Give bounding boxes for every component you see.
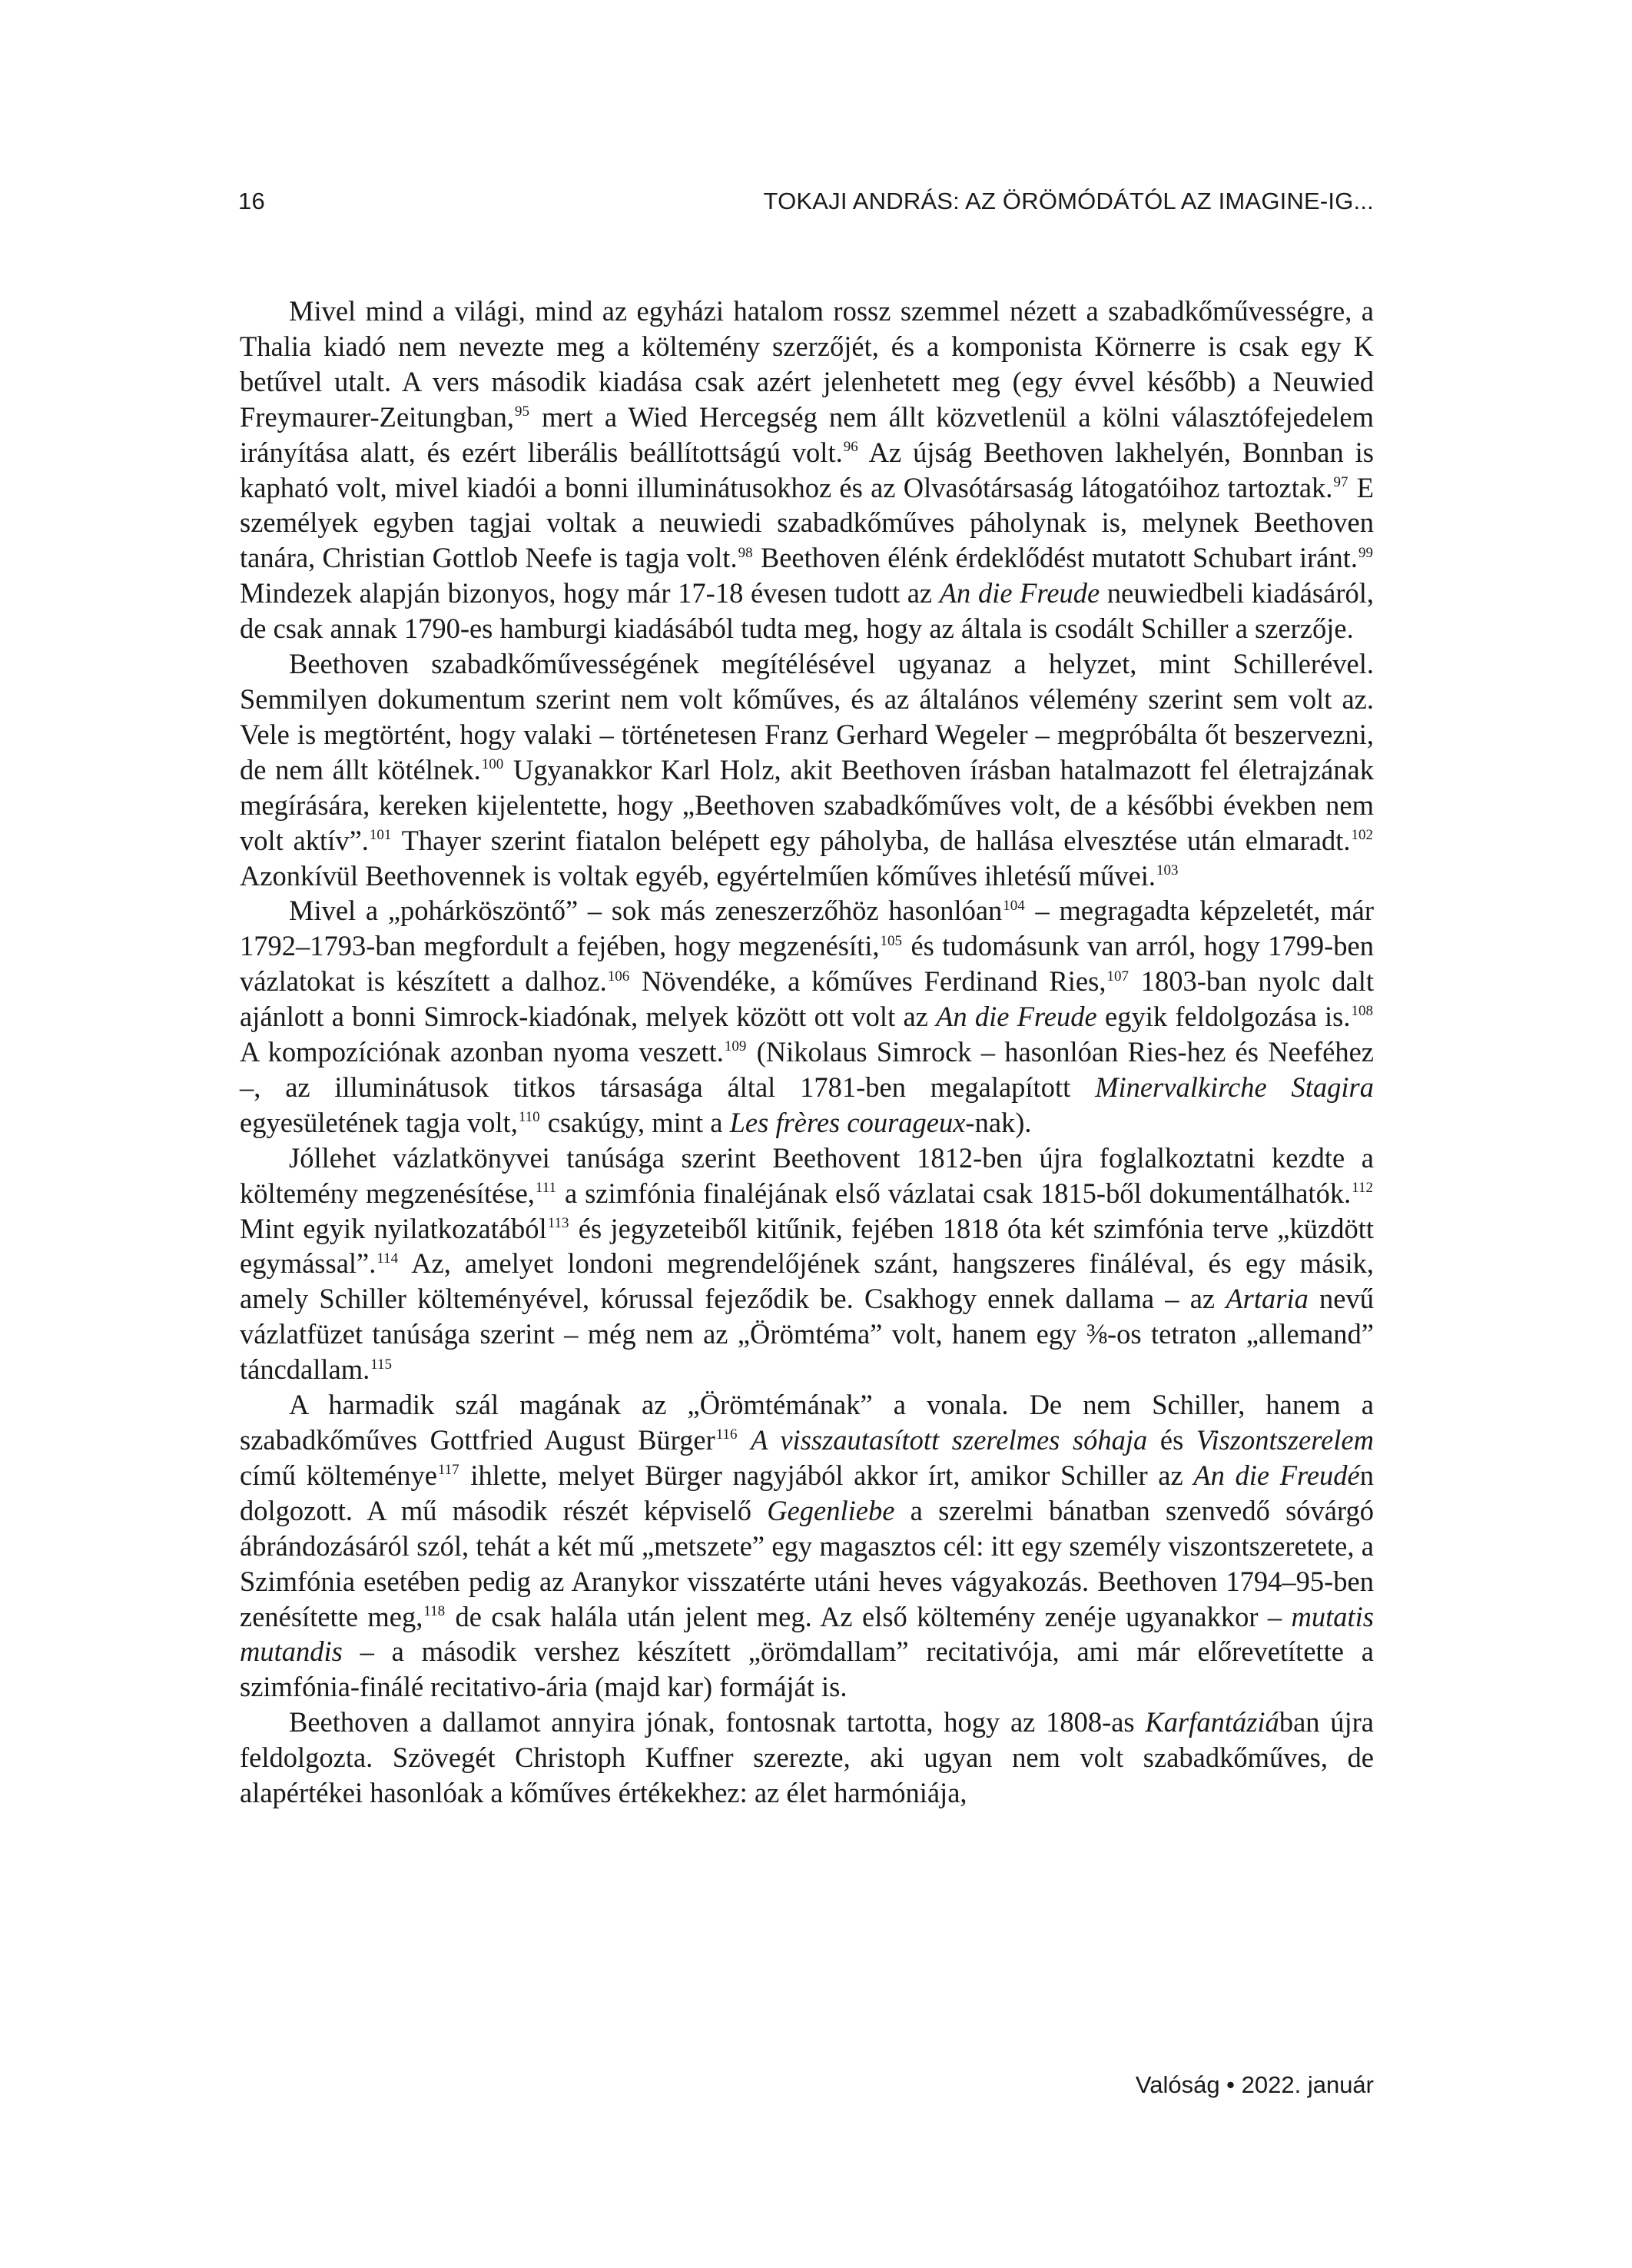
italic-title: A visszautasított szerelmes sóhaja	[751, 1424, 1148, 1456]
text-run: a szerelmi bánatban szenvedő sóvárgó ábrándozásáról szól, tehát a két mű „metszete” egy magasztos cél: itt egy személy viszontszeretete, a Szimfónia esetében pedig az Aranykor visszatérte utáni heves vágyakozás. Beethoven 1794–95-ben zenésítette meg,	[240, 1494, 1374, 1632]
text-run: Mivel a „pohárköszöntő” – sok más zeneszerzőhöz hasonlóan	[289, 895, 1003, 927]
footnote-marker: 100	[481, 756, 504, 773]
text-run: Beethoven szabadkőművességének megítélésével ugyanaz a helyzet, mint Schillerével. Semmilyen dokumentum szerint nem volt kőműves, és az általános vélemény szerint sem volt az. Vele is megtörtént, hogy valaki – történetesen Franz Gerhard Wegeler – megpróbálta őt beszervezni, de nem állt kötélnek.	[240, 648, 1374, 785]
italic-title: Minervalkirche Stagira	[1095, 1071, 1374, 1103]
footnote-marker: 110	[518, 1109, 540, 1126]
text-run: Azonkívül Beethovennek is voltak egyéb, egyértelműen kőműves ihletésű művei.	[240, 859, 1156, 892]
footnote-marker: 107	[1106, 968, 1129, 985]
italic-title: mutatis mutandis	[240, 1600, 1374, 1668]
text-run: Ugyanakkor Karl Holz, akit Beethoven írásban hatalmazott fel életrajzának megírására, kereken kijelentette, hogy „Beethoven szabadkőműves volt, de a későbbi években nem volt aktív”.	[240, 753, 1374, 856]
journal-footer: Valóság • 2022. január	[1135, 2071, 1374, 2098]
paragraph	[240, 1141, 1374, 1387]
text-run: de csak halála után jelent meg. Az első költemény zenéje ugyanakkor –	[446, 1600, 1292, 1632]
paragraph	[240, 294, 1374, 646]
text-run: E személyek egyben tagjai voltak a neuwiedi szabadkőműves páholynak is, melynek Beethoven tanára, Christian Gottlob Neefe is tagja volt.	[240, 471, 1374, 574]
footnote-marker: 117	[437, 1462, 459, 1479]
text-run: n dolgozott. A mű második részét képviselő	[240, 1459, 1374, 1526]
footnote-marker: 105	[880, 932, 903, 949]
text-run: a szimfónia finaléjának első vázlatai csak 1815-ből dokumentálhatók.	[557, 1177, 1352, 1209]
text-run	[738, 1424, 751, 1456]
italic-title: An die Freudé	[1193, 1459, 1360, 1491]
italic-title: An die Freude	[939, 577, 1100, 609]
footnote-marker: 96	[843, 438, 858, 455]
text-run: mert a Wied Hercegség nem állt közvetlenül a kölni választófejedelem irányítása alatt, és ezért liberális beállítottságú volt.	[240, 400, 1374, 468]
italic-title: Karfantáziá	[1145, 1706, 1279, 1738]
text-run: és tudomásunk van arról, hogy 1799-ben vázlatokat is készített a dalhoz.	[240, 930, 1374, 998]
text-run: csakúgy, mint a	[540, 1106, 730, 1138]
text-run: Thayer szerint fiatalon belépett egy páholyba, de hallása elvesztése után elmaradt.	[392, 824, 1351, 856]
text-run: ban újra feldolgozta. Szövegét Christoph Kuffner szerezte, aki ugyan nem volt szabadkőműves, de alapértékei hasonlóak a kőműves értékekhez: az élet harmóniája,	[240, 1706, 1374, 1809]
text-run: Jóllehet vázlatkönyvei tanúsága szerint Beethovent 1812-ben újra foglalkoztatni kezdte a költemény megzenésítése,	[240, 1141, 1374, 1209]
page-number: 16	[238, 188, 265, 214]
text-run: Az, amelyet londoni megrendelőjének szánt, hangszeres fináléval, és egy másik, amely Schiller költeményével, kórussal fejeződik be. Csakhogy ennek dallama – az	[240, 1247, 1374, 1315]
footnote-marker: 111	[535, 1179, 557, 1196]
footnote-marker: 116	[715, 1426, 738, 1443]
text-run: 1803-ban nyolc dalt ajánlott a bonni Simrock-kiadónak, melyek között ott volt az	[240, 965, 1374, 1033]
text-run: Beethoven a dallamot annyira jónak, fontosnak tartotta, hogy az 1808-as	[289, 1706, 1146, 1738]
text-run: ihlette, melyet Bürger nagyjából akkor írt, amikor Schiller az	[459, 1459, 1194, 1491]
footnote-marker: 112	[1352, 1179, 1373, 1196]
text-run: A kompozíciónak azonban nyoma veszett.	[240, 1036, 724, 1068]
text-run: Növendéke, a kőműves Ferdinand Ries,	[630, 965, 1106, 998]
text-run: neuwiedbeli kiadásáról, de csak annak 1790-es hamburgi kiadásából tudta meg, hogy az általa is csodált Schiller a szerzője.	[240, 577, 1375, 645]
italic-title: Les frères courageux	[729, 1106, 966, 1138]
paragraph	[240, 1705, 1374, 1811]
text-run: egyesületének tagja volt,	[240, 1106, 518, 1138]
text-run: nevű vázlatfüzet tanúsága szerint – még nem az „Örömtéma” volt, hanem egy ⅜-os tetraton „allemand” táncdallam.	[240, 1283, 1375, 1386]
footnote-marker: 99	[1358, 544, 1373, 561]
paragraph	[240, 646, 1374, 893]
text-run: – a második vershez készített „örömdallam” recitativója, ami már előrevetítette a szimfónia-finálé recitativo-ária (majd kar) formáját is.	[240, 1635, 1374, 1703]
text-run: című költeménye	[240, 1459, 437, 1491]
paragraph	[240, 893, 1374, 1140]
italic-title: Artaria	[1226, 1283, 1309, 1315]
footnote-marker: 118	[423, 1602, 446, 1619]
text-run: Mivel mind a világi, mind az egyházi hatalom rossz szemmel nézett a szabadkőművességre, a Thalia kiadó nem nevezte meg a költemény szerzőjét, és a komponista Körnerre is csak egy K betűvel utalt. A vers második kiadása csak azért jelenhetett meg (egy évvel később) a Neuwied Freymaurer-Zeitungban,	[240, 295, 1374, 433]
footnote-marker: 98	[738, 544, 753, 561]
footnote-marker: 102	[1351, 826, 1373, 843]
footnote-marker: 115	[370, 1356, 393, 1373]
footnote-marker: 104	[1003, 897, 1025, 914]
footnote-marker: 97	[1333, 473, 1348, 490]
footnote-marker: 108	[1351, 1003, 1373, 1020]
footnote-marker: 114	[376, 1250, 399, 1267]
text-run: – megragadta képzeletét, már 1792–1793-ban megfordult a fejében, hogy megzenésíti,	[240, 895, 1374, 962]
text-run: és	[1147, 1424, 1196, 1456]
footnote-marker: 106	[607, 968, 630, 985]
running-title: TOKAJI ANDRÁS: AZ ÖRÖMÓDÁTÓL AZ IMAGINE-IG...	[763, 188, 1374, 214]
italic-title: Viszontszerelem	[1196, 1424, 1374, 1456]
text-run: Mindezek alapján bizonyos, hogy már 17-18 évesen tudott az	[240, 577, 940, 609]
article-body	[240, 294, 1374, 1811]
footnote-marker: 95	[515, 403, 530, 420]
footnote-marker: 103	[1156, 862, 1179, 878]
text-run: Mint egyik nyilatkozatából	[240, 1212, 547, 1244]
text-run: -nak).	[965, 1106, 1032, 1138]
italic-title: Gegenliebe	[767, 1494, 895, 1526]
text-run: A harmadik szál magának az „Örömtémának” a vonala. De nem Schiller, hanem a szabadkőműves Gottfried August Bürger	[240, 1389, 1374, 1456]
text-run: Beethoven élénk érdeklődést mutatott Schubart iránt.	[753, 542, 1358, 574]
text-run: (Nikolaus Simrock – hasonlóan Ries-hez és Neeféhez –, az illuminátusok titkos társasága által 1781-ben megalapított	[240, 1036, 1374, 1103]
text-run: Az újság Beethoven lakhelyén, Bonnban is kapható volt, mivel kiadói a bonni illuminátusokhoz és az Olvasótársaság látogatóihoz tartoztak.	[240, 436, 1374, 503]
footnote-marker: 113	[547, 1214, 569, 1231]
footnote-marker: 101	[369, 826, 392, 843]
footnote-marker: 109	[724, 1038, 747, 1055]
text-run: egyik feldolgozása is.	[1096, 1001, 1351, 1033]
text-run: és jegyzeteiből kitűnik, fejében 1818 óta két szimfónia terve „küzdött egymással”.	[240, 1212, 1374, 1280]
italic-title: An die Freude	[936, 1001, 1097, 1033]
paragraph	[240, 1387, 1374, 1705]
